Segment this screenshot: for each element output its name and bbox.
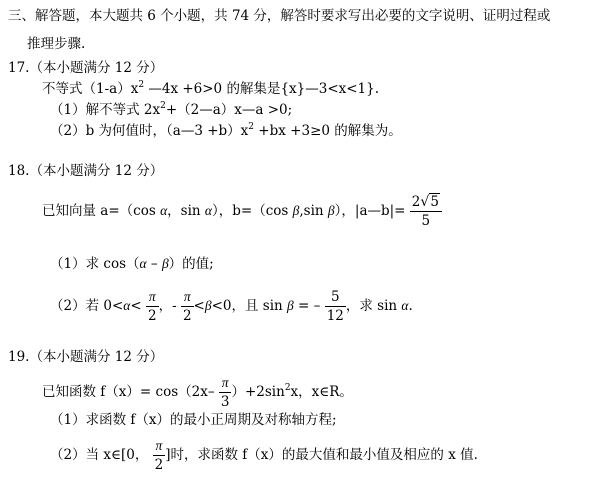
q19-frac-num: π (219, 374, 232, 393)
q19-stem-sup: 2 (284, 383, 291, 393)
q18-stem-b: ），b=（cos (212, 203, 289, 219)
q19-stem-c: x，x∈R。 (290, 384, 353, 400)
q19-title: 19.（本小题满分 12 分） (8, 349, 164, 365)
q18-p1-b: ）的值; (168, 256, 214, 272)
q18-part1 (50, 255, 214, 273)
q18-stem-c: ,sin (299, 203, 324, 219)
q18-alpha-1: α (160, 203, 168, 218)
q19-p2-den: 2 (154, 457, 164, 473)
q18-p2-alpha: α (123, 298, 131, 313)
q17-title: 17.（本小题满分 12 分） (8, 60, 164, 76)
q18-pi-over-2-b (181, 288, 194, 325)
q18-alpha-2: α (204, 203, 213, 218)
q17-stem-sup: 2 (138, 80, 145, 90)
q19-p2-num: π (153, 437, 166, 456)
q19-pi-over-3 (219, 374, 232, 411)
q18-frac-num-rad: 5 (430, 194, 439, 210)
q19-frac-den: 3 (220, 394, 230, 410)
q18-stem-a: 已知向量 a=（cos (42, 203, 156, 219)
q17-stem-b: —4x +6>0 的解集是{x}—3<x<1}. (144, 81, 380, 97)
q18-stem (42, 193, 442, 230)
q18-part2 (50, 288, 413, 325)
q18-p2-beta-1: β (204, 298, 212, 313)
q18-p2-f: . (408, 298, 413, 314)
q18-p2-eq: = – (293, 298, 321, 314)
q19-part1: （1）求函数 f（x）的最小正周期及对称轴方程; (50, 412, 337, 428)
section-heading: 三、解答题，本大题共 6 个小题，共 74 分，解答时要求写出必要的文字说明、证明过程或 (8, 8, 551, 24)
q18-frac-num-coef: 2 (411, 194, 421, 210)
q18-frac2-den: 12 (326, 308, 344, 324)
q18-frac-num (410, 193, 442, 212)
q18-pi-over-2-a (146, 288, 159, 325)
q18-two-b: 2 (182, 308, 192, 324)
q18-p1-a: （1）求 cos（ (50, 256, 140, 272)
q18-modulus-fraction (410, 193, 442, 230)
q19-p2-a: （2）当 x∈[0， (50, 447, 149, 463)
q18-p2-a: （2）若 0< (50, 298, 124, 314)
q18-pi-a: π (146, 288, 159, 307)
section-heading-cont: 推理步骤. (27, 36, 86, 52)
q19-stem-b: ）+2sin (231, 384, 285, 400)
q18-two-a: 2 (147, 308, 157, 324)
q18-comma-sin: ，sin (167, 203, 201, 219)
q17-p2-b: +bx +3≥0 的解集为。 (254, 123, 402, 139)
q19-part2 (50, 437, 478, 474)
q18-frac-den: 5 (421, 213, 431, 229)
q18-p2-e: ，求 sin (345, 298, 398, 314)
sqrt-icon: √ (420, 194, 430, 210)
q17-part2 (50, 122, 402, 142)
q18-stem-d: ），|a—b|= (334, 203, 406, 219)
q18-five-over-twelve (325, 288, 346, 325)
q18-frac2-num: 5 (325, 288, 346, 307)
q18-p2-c: < (193, 298, 205, 314)
q19-pi-over-2 (153, 437, 166, 474)
q17-p2-a: （2）b 为何值时，（a—3 +b）x (50, 123, 249, 139)
q18-p2-d: <0，且 sin (211, 298, 283, 314)
q18-p1-mid: – (146, 256, 162, 272)
q19-p2-b: ]时，求函数 f（x）的最大值和最小值及相应的 x 值. (165, 447, 478, 463)
q18-title: 18.（本小题满分 12 分） (8, 163, 164, 179)
q17-stem (42, 80, 379, 100)
q18-beta-1: β (292, 203, 300, 218)
q18-p2-b: ，- (158, 298, 177, 314)
q18-p1-alpha: α (139, 256, 147, 271)
q18-p2-beta-2: β (287, 298, 294, 313)
q18-p2-lt: < (130, 298, 142, 314)
q18-p1-beta: β (161, 256, 169, 271)
q19-stem (42, 374, 353, 412)
q18-p2-alpha-2: α (401, 298, 409, 313)
q19-stem-a: 已知函数 f（x）= cos（2x– (42, 384, 215, 400)
q17-stem-a: 不等式（1-a）x (42, 81, 139, 97)
q17-part1 (50, 101, 292, 121)
q17-p1-sup: 2 (160, 101, 166, 111)
q18-beta-2: β (327, 203, 335, 218)
q17-p2-sup: 2 (248, 122, 255, 132)
q18-pi-b: π (181, 288, 194, 307)
q17-p1-b: +（2—a）x—a >0; (165, 102, 293, 118)
q17-p1-a: （1）解不等式 2x (50, 102, 161, 118)
